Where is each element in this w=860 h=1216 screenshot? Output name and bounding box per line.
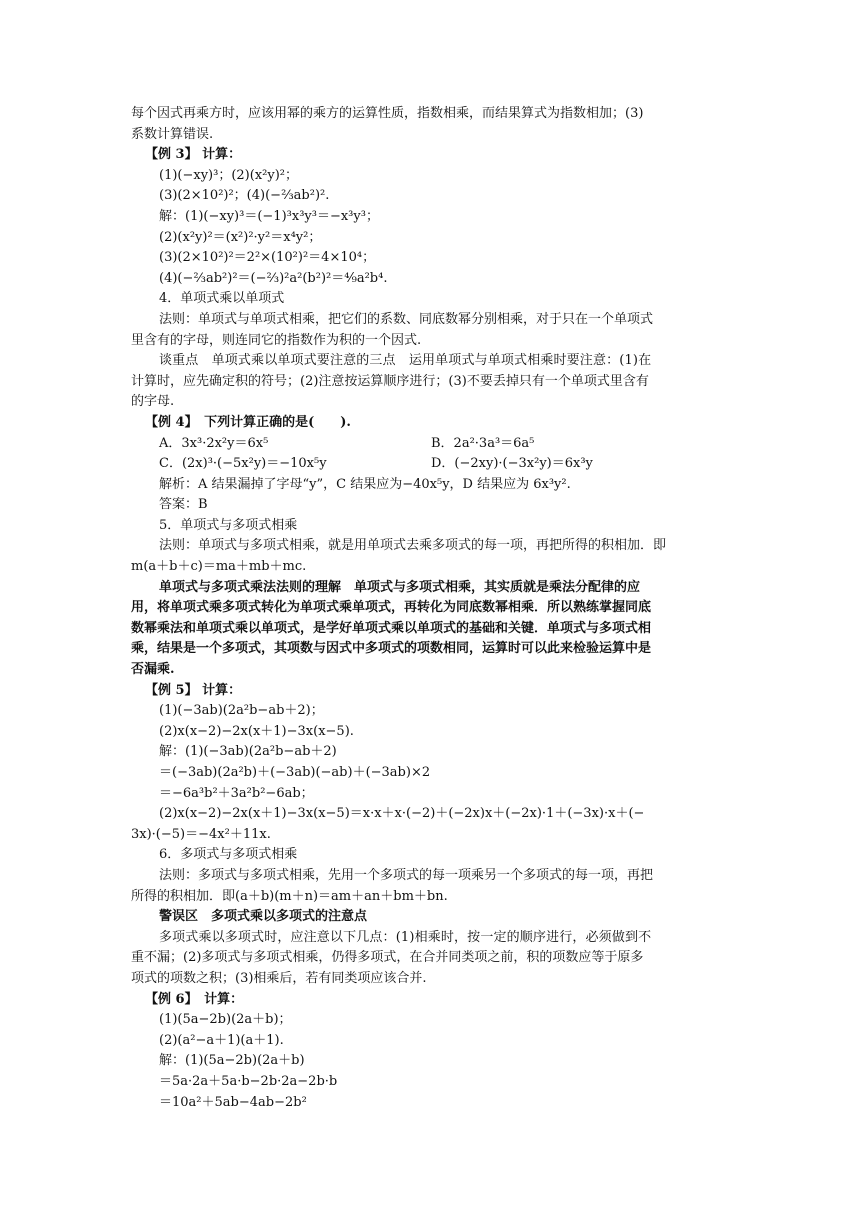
solution-line: (2)(x²y)²＝(x²)²·y²＝x⁴y²； xyxy=(159,229,322,245)
rule-text: m(a＋b＋c)＝ma＋mb＋mc. xyxy=(131,559,307,575)
text-line: 每个因式再乘方时，应该用幂的乘方的运算性质，指数相乘，而结果算式为指数相加；(3) xyxy=(131,106,644,121)
problem-line: (1)(−3ab)(2a²b−ab＋2)； xyxy=(159,703,324,719)
example-label: 【例 5】 计算： xyxy=(145,682,242,698)
tip-text: 计算时，应先确定积的符号；(2)注意按运算顺序进行；(3)不要丢掉只有一个单项式里含有 xyxy=(131,373,649,389)
text-line: 系数计算错误. xyxy=(131,126,214,142)
problem-line: (1)(−xy)³；(2)(x²y)²； xyxy=(159,167,298,183)
solution-line: 解：(1)(5a−2b)(2a＋b) xyxy=(159,1053,305,1069)
solution-line: 3x)·(−5)＝−4x²＋11x. xyxy=(131,826,271,842)
solution-line: 解：(1)(−3ab)(2a²b−ab＋2) xyxy=(159,744,337,760)
options-row xyxy=(131,454,731,475)
example-label: 【例 6】 计算： xyxy=(145,991,244,1007)
problem-line: (3)(2×10²)²；(4)(−⅔ab²)². xyxy=(159,188,330,204)
rule-text: 法则：单项式与多项式相乘，就是用单项式去乘多项式的每一项，再把所得的积相加．即 xyxy=(159,538,667,554)
tip-text: 的字母. xyxy=(131,394,175,410)
option-a: A．3x³·2x²y＝6x⁵ xyxy=(159,435,269,451)
warning-text: 多项式乘以多项式时，应注意以下几点：(1)相乘时，按一定的顺序进行，必须做到不 xyxy=(159,929,652,945)
solution-line: ＝−6a³b²＋3a²b²−6ab； xyxy=(159,785,314,801)
example-label: 【例 4】 下列计算正确的是( ). xyxy=(145,414,351,430)
solution-line: ＝(−3ab)(2a²b)＋(−3ab)(−ab)＋(−3ab)×2 xyxy=(159,765,431,780)
analysis-line: 解析：A 结果漏掉了字母“y”，C 结果应为−40x⁵y，D 结果应为 6x³y². xyxy=(159,476,571,492)
solution-line: ＝10a²＋5ab−4ab−2b² xyxy=(159,1094,307,1110)
solution-line: (2)x(x−2)−2x(x＋1)−3x(x−5)＝x·x＋x·(−2)＋(−2x)x＋(−2x)·1＋(−3x)·x＋(− xyxy=(159,806,645,822)
bold-paragraph: 用，将单项式乘多项式转化为单项式乘单项式，再转化为同底数幂相乘．所以熟练掌握同底 xyxy=(131,600,652,616)
warning-heading: 警误区 多项式乘以多项式的注意点 xyxy=(159,909,368,925)
example-label: 【例 3】 计算： xyxy=(145,147,242,163)
rule-text: 里含有的字母，则连同它的指数作为积的一个因式. xyxy=(131,332,422,348)
bold-paragraph: 乘，结果是一个多项式，其项数与因式中多项式的项数相同，运算时可以此来检验运算中是 xyxy=(131,641,652,657)
problem-line: (2)x(x−2)−2x(x＋1)−3x(x−5). xyxy=(159,723,354,739)
document-body xyxy=(131,104,731,1113)
bold-paragraph: 否漏乘. xyxy=(131,662,175,678)
problem-line: (2)(a²−a＋1)(a＋1). xyxy=(159,1032,284,1048)
option-b: B．2a²·3a³＝6a⁵ xyxy=(431,435,535,451)
option-c: C．(2x)³·(−5x²y)＝−10x⁵y xyxy=(159,456,327,472)
answer-line: 答案：B xyxy=(159,497,208,513)
rule-text: 所得的积相加．即(a＋b)(m＋n)＝am＋an＋bm＋bn. xyxy=(131,888,448,904)
warning-text: 重不漏；(2)多项式与多项式相乘，仍得多项式，在合并同类项之前，积的项数应等于原多 xyxy=(131,950,644,966)
bold-paragraph: 数幂乘法和单项式乘以单项式，是学好单项式乘以单项式的基础和关键．单项式与多项式相 xyxy=(131,620,652,636)
solution-line: ＝5a·2a＋5a·b−2b·2a−2b·b xyxy=(159,1073,338,1089)
bold-paragraph: 单项式与多项式乘法法则的理解 单项式与多项式相乘，其实质就是乘法分配律的应 xyxy=(159,579,641,595)
solution-line: (4)(−⅔ab²)²＝(−⅔)²a²(b²)²＝⁴⁄₉a²b⁴. xyxy=(159,270,388,286)
options-row xyxy=(131,434,731,455)
section-heading: 5．单项式与多项式相乘 xyxy=(159,517,298,533)
section-heading: 4．单项式乘以单项式 xyxy=(159,291,285,307)
solution-line: (3)(2×10²)²＝2²×(10²)²＝4×10⁴； xyxy=(159,250,376,266)
option-d: D．(−2xy)·(−3x²y)＝6x³y xyxy=(431,456,593,472)
problem-line: (1)(5a−2b)(2a＋b)； xyxy=(159,1012,292,1028)
solution-line: 解：(1)(−xy)³＝(−1)³x³y³＝−x³y³； xyxy=(159,208,379,224)
rule-text: 法则：单项式与单项式相乘，把它们的系数、同底数幂分别相乘，对于只在一个单项式 xyxy=(159,311,654,327)
tip-text: 谈重点 单项式乘以单项式要注意的三点 运用单项式与单项式相乘时要注意：(1)在 xyxy=(159,353,652,369)
warning-text: 项式的项数之积；(3)相乘后，若有同类项应该合并. xyxy=(131,970,427,986)
section-heading: 6．多项式与多项式相乘 xyxy=(159,847,298,863)
rule-text: 法则：多项式与多项式相乘，先用一个多项式的每一项乘另一个多项式的每一项，再把 xyxy=(159,867,654,883)
